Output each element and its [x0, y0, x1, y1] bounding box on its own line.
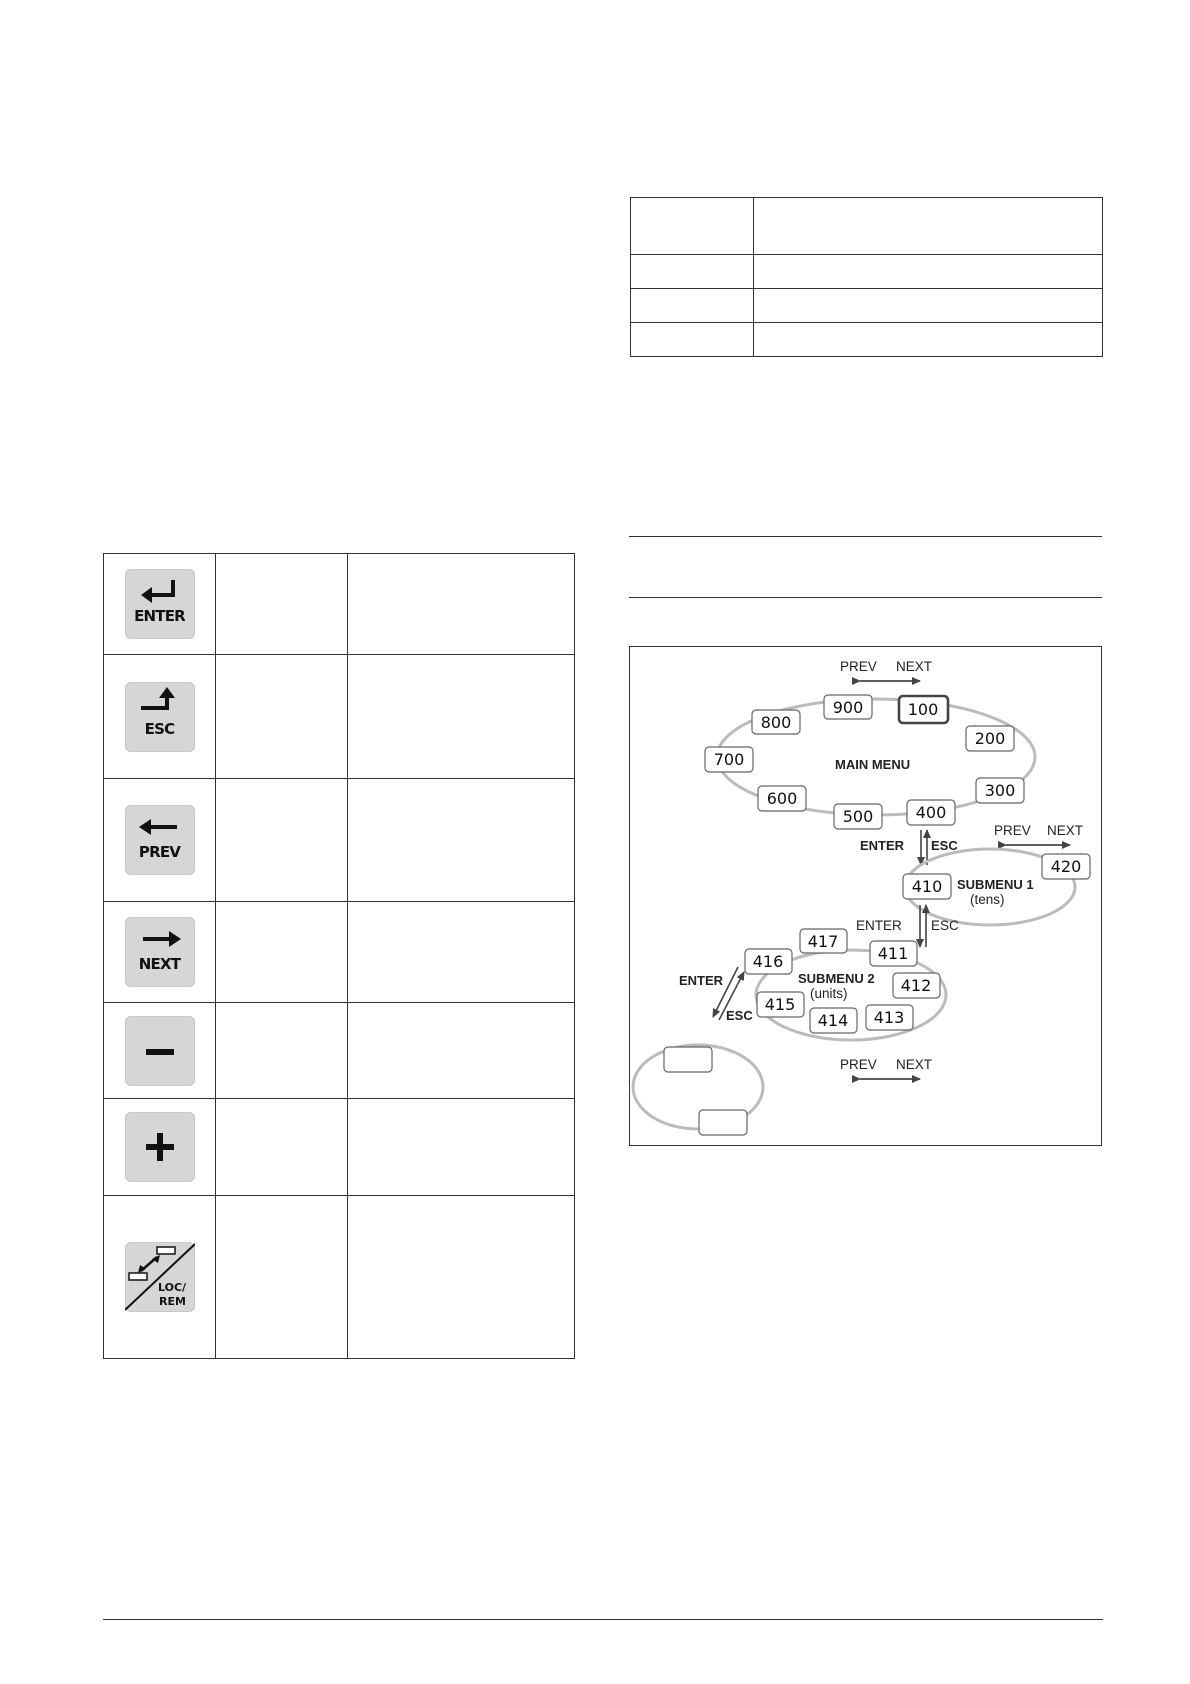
loc-rem-label-2: REM	[158, 1295, 186, 1308]
enter-icon	[125, 569, 195, 639]
node-410	[903, 874, 951, 899]
table-row	[104, 1099, 575, 1196]
svg-text:800: 800	[760, 713, 792, 732]
bottom-prev-label: PREV	[840, 1057, 877, 1072]
key-cell	[104, 554, 216, 655]
next-arrow-icon	[125, 917, 195, 987]
node-420	[1042, 854, 1090, 879]
esc-label-1: ESC	[931, 838, 958, 853]
table-row	[104, 779, 575, 902]
svg-text:415: 415	[764, 995, 796, 1014]
esc-icon	[125, 682, 195, 752]
submenu-1-sublabel: (tens)	[970, 892, 1005, 907]
node-300	[976, 778, 1024, 803]
node-412	[893, 973, 940, 998]
top-prev-label: PREV	[840, 659, 877, 674]
keys-table	[103, 553, 575, 1359]
table-row	[104, 554, 575, 655]
node-413	[866, 1005, 913, 1030]
table-row	[104, 655, 575, 779]
node-700	[705, 747, 753, 772]
key-cell	[104, 655, 216, 779]
table-row	[631, 323, 1103, 357]
enter-label-3: ENTER	[679, 973, 724, 988]
svg-text:900: 900	[832, 698, 864, 717]
node-100	[899, 696, 948, 723]
node-411	[870, 941, 917, 966]
minus-icon	[125, 1016, 195, 1086]
svg-text:420: 420	[1050, 857, 1082, 876]
sub1-next-label: NEXT	[1047, 823, 1084, 838]
prev-key-label: PREV	[138, 843, 181, 861]
submenu-2-sublabel: (units)	[810, 986, 848, 1001]
footer-rule	[103, 1619, 1103, 1620]
svg-text:100: 100	[907, 700, 939, 719]
prev-arrow-icon	[125, 805, 195, 875]
enter-key	[125, 569, 195, 639]
plus-key	[125, 1112, 195, 1182]
node-416	[745, 949, 792, 974]
svg-text:300: 300	[984, 781, 1016, 800]
esc-key-label: ESC	[144, 719, 175, 738]
svg-text:400: 400	[915, 803, 947, 822]
table-row	[104, 902, 575, 1003]
next-key	[125, 917, 195, 987]
svg-text:200: 200	[974, 729, 1006, 748]
node-415	[757, 992, 804, 1017]
node-200	[966, 726, 1014, 751]
enter-key-label: ENTER	[134, 607, 185, 625]
svg-text:411: 411	[877, 944, 909, 963]
table-row	[104, 1003, 575, 1099]
plus-icon	[125, 1112, 195, 1182]
table-row	[631, 289, 1103, 323]
submenu-3-node	[699, 1110, 747, 1135]
sub1-prev-label: PREV	[994, 823, 1031, 838]
key-cell	[104, 1003, 216, 1099]
prev-key	[125, 805, 195, 875]
main-menu-label: MAIN MENU	[835, 757, 911, 772]
svg-text:600: 600	[766, 789, 798, 808]
node-900	[824, 695, 872, 719]
svg-text:417: 417	[807, 932, 839, 951]
enter-label-2: ENTER	[856, 918, 902, 933]
submenu-3-node	[664, 1047, 712, 1072]
node-417	[800, 929, 847, 953]
esc-key	[125, 682, 195, 752]
svg-text:500: 500	[842, 807, 874, 826]
section-rule-bottom	[629, 597, 1102, 598]
key-cell	[104, 779, 216, 902]
menu-navigation-diagram	[629, 646, 1102, 1146]
table-row	[631, 198, 1103, 255]
table-row	[631, 255, 1103, 289]
svg-text:410: 410	[911, 877, 943, 896]
svg-text:700: 700	[713, 750, 745, 769]
section-rule-top	[629, 536, 1102, 537]
svg-text:416: 416	[752, 952, 784, 971]
node-800	[752, 710, 800, 734]
svg-text:413: 413	[873, 1008, 905, 1027]
esc-label-2: ESC	[931, 918, 959, 933]
node-500	[834, 804, 882, 829]
key-cell	[104, 1099, 216, 1196]
top-next-label: NEXT	[896, 659, 933, 674]
svg-text:414: 414	[817, 1011, 849, 1030]
loc-rem-key	[125, 1242, 195, 1312]
node-414	[810, 1008, 857, 1033]
key-cell	[104, 1196, 216, 1359]
node-400	[907, 800, 955, 825]
svg-text:412: 412	[900, 976, 932, 995]
next-key-label: NEXT	[138, 955, 181, 973]
enter-label-1: ENTER	[860, 838, 905, 853]
right-table	[630, 197, 1103, 357]
key-cell	[104, 902, 216, 1003]
bottom-next-label: NEXT	[896, 1057, 933, 1072]
node-600	[758, 786, 806, 811]
loc-rem-icon	[125, 1242, 195, 1312]
minus-key	[125, 1016, 195, 1086]
submenu-1-label: SUBMENU 1	[957, 877, 1034, 892]
loc-rem-label-1: LOC/	[157, 1281, 186, 1294]
esc-label-3: ESC	[726, 1008, 753, 1023]
submenu-2-label: SUBMENU 2	[798, 971, 875, 986]
table-row	[104, 1196, 575, 1359]
